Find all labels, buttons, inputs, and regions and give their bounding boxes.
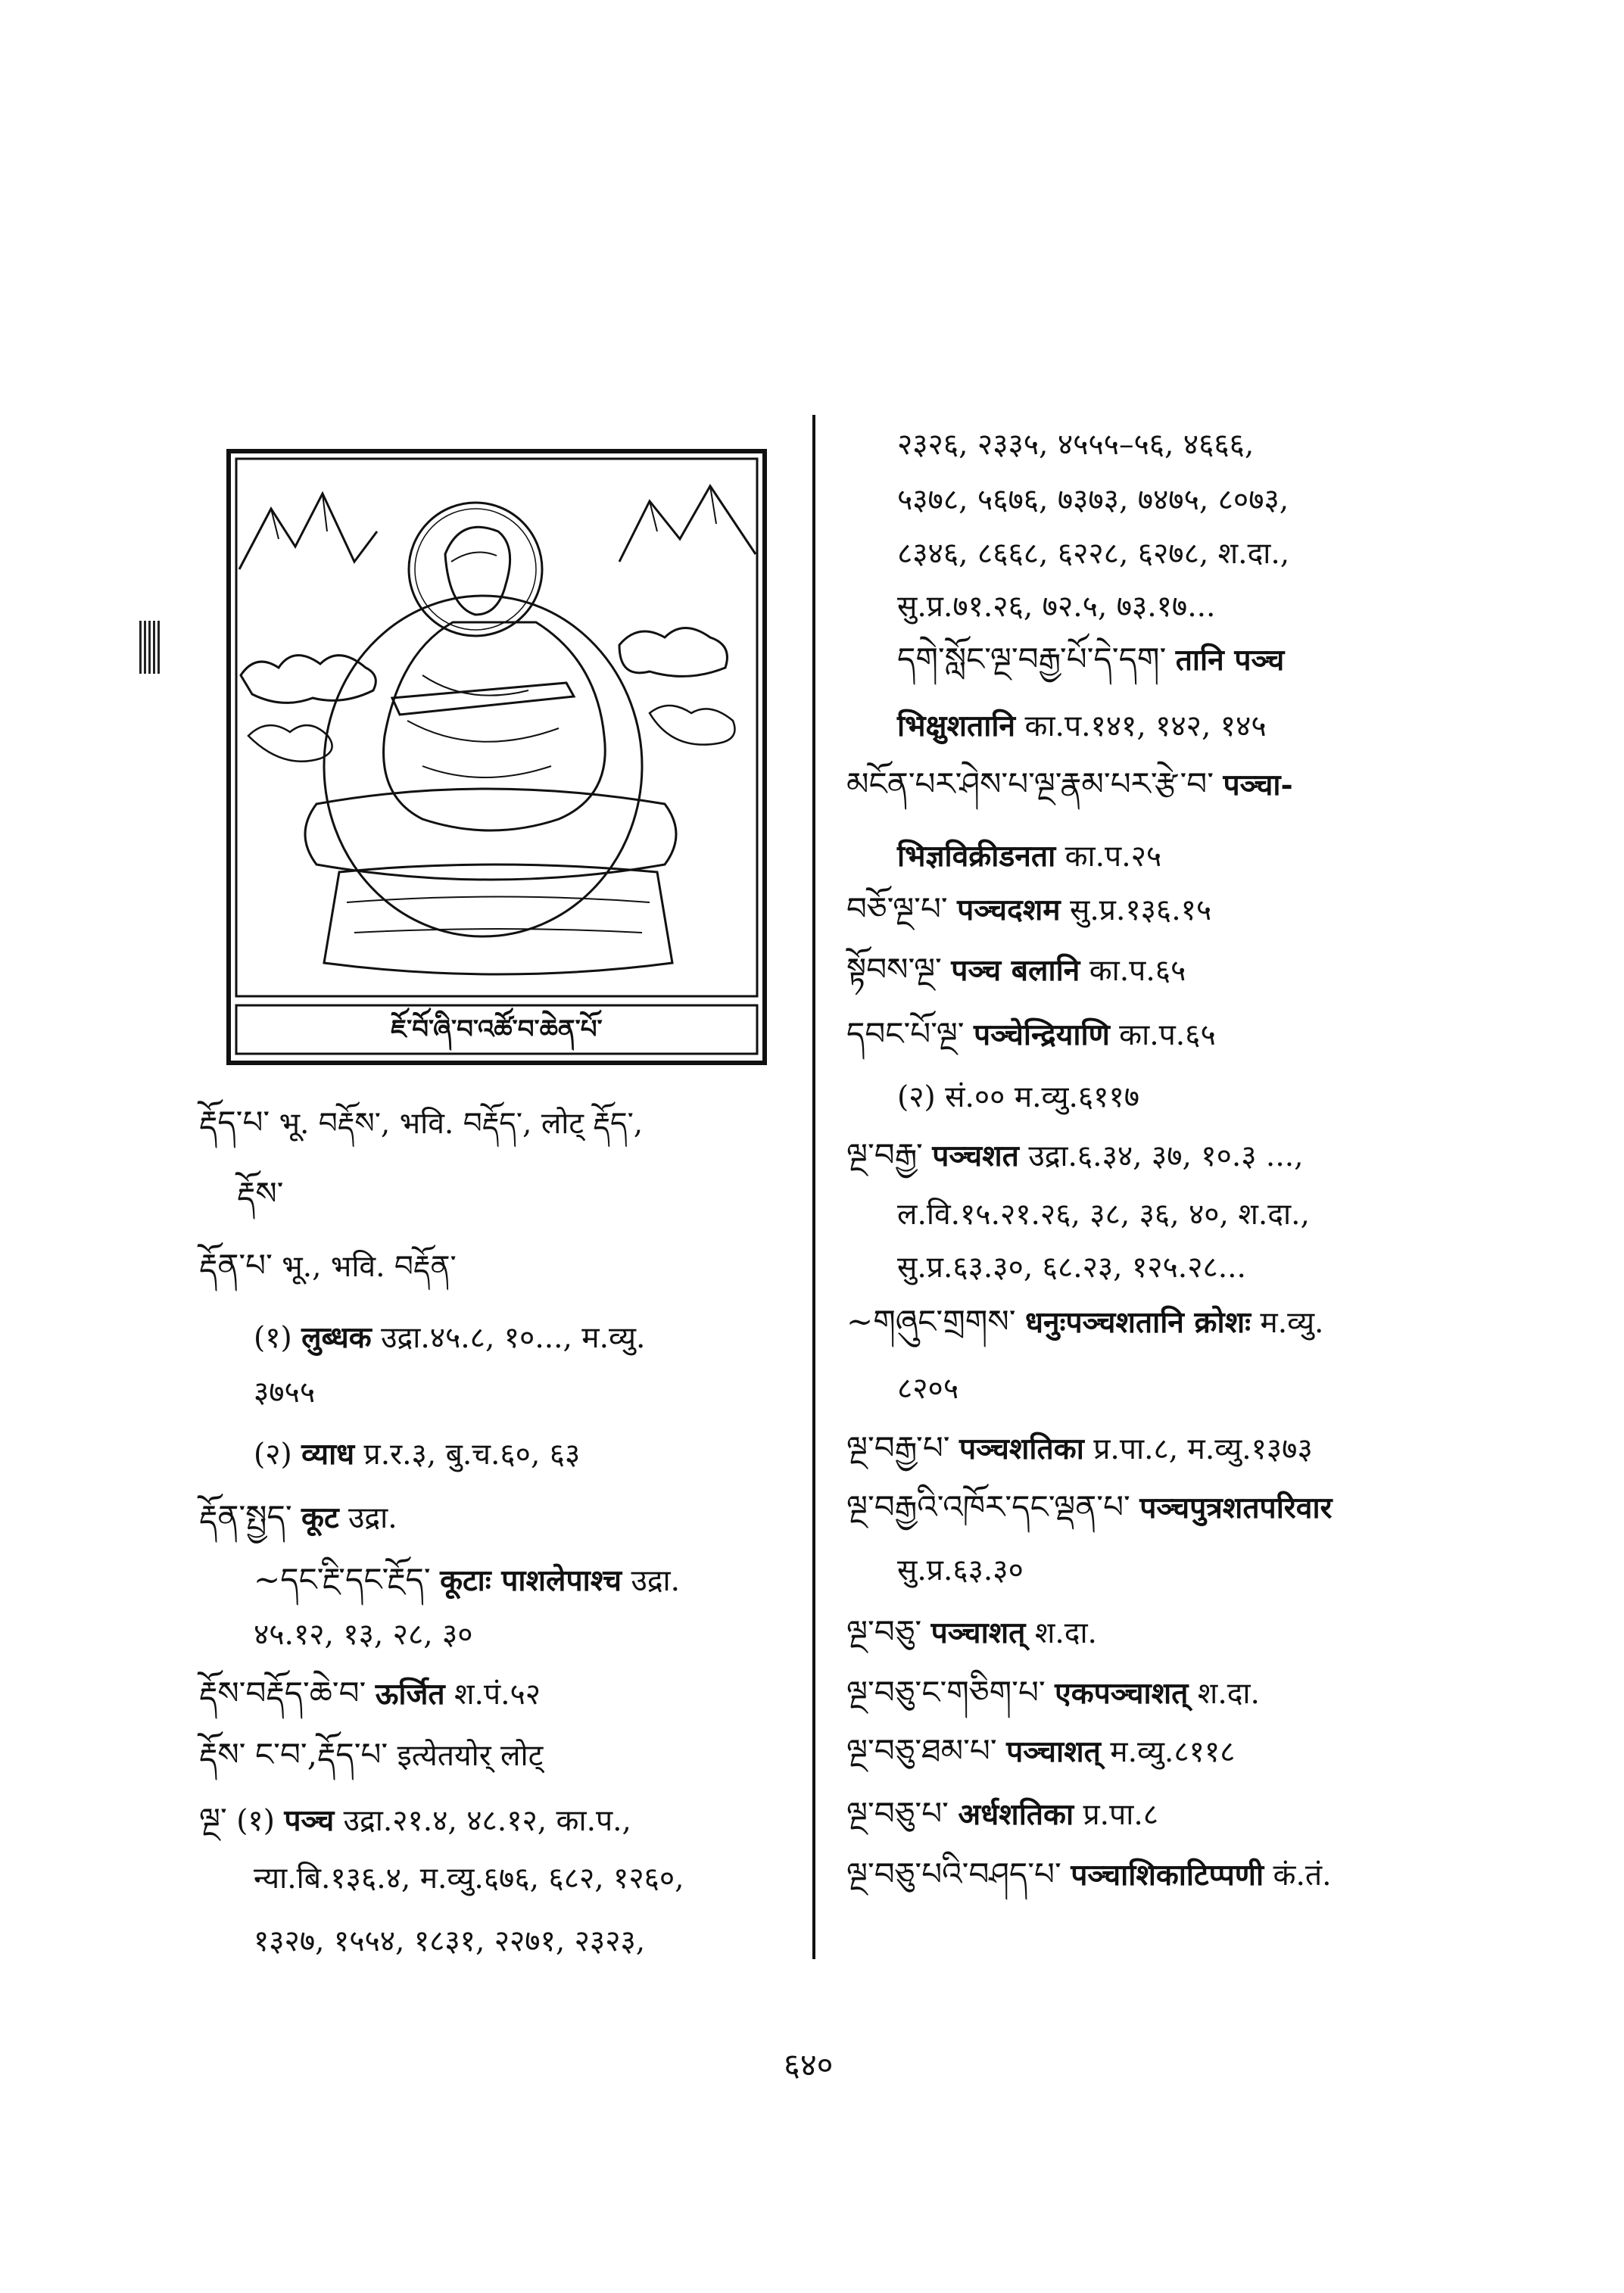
- entry-line: [199, 1675, 541, 1712]
- entry-line: [254, 1924, 646, 1958]
- sanskrit-equivalent: पञ्चाशत्: [1006, 1734, 1101, 1769]
- reference-text: ३७५५: [254, 1375, 316, 1410]
- reference-text: श.दा.: [1188, 1677, 1260, 1711]
- reference-text: [950, 1432, 959, 1466]
- entry-line: [897, 1198, 1310, 1232]
- sanskrit-equivalent: पञ्चाशत्: [930, 1615, 1026, 1650]
- sanskrit-equivalent: भिक्षुशतानि: [897, 709, 1016, 743]
- reference-text: [1166, 643, 1175, 678]
- tibetan-headword: ལྔ་བཅུ་པ་: [846, 1795, 949, 1832]
- reference-text: कं.तं.: [1264, 1858, 1332, 1893]
- entry-line: [846, 1303, 1324, 1340]
- reference-text: (१): [254, 1321, 302, 1355]
- tibetan-headword: ལྔ་བཅུ་ང་གཅིག་པ་: [846, 1674, 1046, 1711]
- reference-text: म.व्यु.: [1250, 1306, 1324, 1340]
- entry-line: [846, 1732, 1236, 1769]
- reference-text: [1130, 1491, 1139, 1525]
- sanskrit-equivalent: भिज्ञविक्रीडनता: [897, 839, 1056, 874]
- sanskrit-equivalent: पञ्चदशम: [957, 893, 1061, 927]
- sanskrit-equivalent: पञ्च: [284, 1803, 335, 1838]
- margin-tick-marks: [139, 621, 161, 674]
- reference-text: [1214, 768, 1223, 802]
- reference-text: श.पं.५२: [444, 1678, 541, 1712]
- entry-line: [846, 1488, 1333, 1525]
- monk-woodcut-illustration: [226, 448, 768, 1066]
- tibetan-headword: ལྔ་བརྒྱའི་འཁོར་དང་ལྡན་པ་: [846, 1488, 1130, 1525]
- entry-line: [199, 1104, 644, 1141]
- reference-text: उद्रा.२१.४, ४८.१२, का.प.,: [334, 1804, 631, 1838]
- entry-line: [846, 1795, 1159, 1832]
- entry-line: [846, 765, 1293, 802]
- reference-text: [942, 954, 951, 988]
- reference-text: का.प.२५: [1055, 840, 1162, 874]
- entry-line: [897, 1080, 1140, 1114]
- tibetan-headword: ~དང་རྔི་དང་རྔོད་: [254, 1561, 431, 1598]
- reference-text: [949, 1798, 958, 1832]
- reference-text: [431, 1564, 440, 1598]
- reference-text: प्र.पा.८: [1074, 1798, 1159, 1832]
- sanskrit-equivalent: कूटाः पाशलेपाश्च: [440, 1563, 622, 1598]
- sanskrit-equivalent: कूट: [301, 1500, 339, 1535]
- reference-text: का.प.६५: [1080, 954, 1186, 988]
- tibetan-headword: ལྔ་བཅུ་ཐམ་པ་: [846, 1732, 997, 1769]
- reference-text: न्या.बि.१३६.४, म.व्यु.६७६, ६८२, १२६०,: [254, 1862, 684, 1896]
- reference-text: प्र.र.३, बु.च.६०, ६३: [354, 1438, 581, 1472]
- reference-text: [1016, 1306, 1025, 1340]
- reference-text: [1046, 1677, 1055, 1711]
- reference-text: इत्येतयोर् लोट्: [388, 1739, 544, 1773]
- column-divider: [812, 415, 815, 1959]
- entry-line: [846, 951, 1186, 988]
- entry-line: [897, 640, 1285, 678]
- tibetan-headword: ~གཞུང་གྲགས་: [846, 1303, 1016, 1340]
- entry-line: [254, 1320, 646, 1355]
- entry-line: [897, 539, 1289, 569]
- reference-text: [292, 1501, 301, 1535]
- reference-text: [246, 1739, 255, 1773]
- reference-text: उद्रा.: [338, 1501, 397, 1535]
- reference-text: (१): [226, 1804, 285, 1838]
- entry-line: [254, 1375, 316, 1410]
- tibetan-headword: རྡོན་སྤྱད་: [199, 1498, 292, 1535]
- reference-text: उद्रा.४५.८, १०..., म.व्यु.: [371, 1321, 646, 1355]
- entry-line: [846, 1613, 1097, 1650]
- reference-text: [1061, 1858, 1071, 1893]
- page-number: ६४०: [784, 2046, 834, 2083]
- reference-text: उद्रा.: [622, 1564, 681, 1598]
- sanskrit-equivalent: पञ्चपुत्रशतपरिवार: [1139, 1491, 1333, 1525]
- reference-text: सु.प्र.६३.३०, ६८.२३, १२५.२८...: [897, 1251, 1246, 1285]
- tibetan-headword: རྡོས་: [237, 1175, 284, 1212]
- reference-text: [965, 1018, 974, 1052]
- entry-line: [897, 592, 1215, 622]
- tibetan-headword: ང་བ་,རྡོད་པ་: [254, 1736, 388, 1773]
- tibetan-headword: རྡོས་: [199, 1736, 246, 1773]
- entry-line: [897, 1374, 959, 1404]
- entry-line: [199, 1736, 544, 1773]
- reference-text: [948, 893, 957, 927]
- tibetan-headword: ལྔ་བརྒྱ་པ་: [846, 1429, 950, 1466]
- reference-text: २३२६, २३३५, ४५५५–५६, ४६६६,: [897, 428, 1255, 462]
- reference-text: (२) सं.०० म.व्यु.६११७: [897, 1080, 1140, 1114]
- reference-text: सु.प्र.७१.२६, ७२.५, ७३.१७...: [897, 590, 1216, 624]
- reference-text: ८३४६, ८६६८, ६२२८, ६२७८, श.दा.,: [897, 537, 1290, 571]
- entry-line: [846, 1429, 1313, 1466]
- sanskrit-equivalent: तानि पञ्च: [1175, 643, 1285, 678]
- sanskrit-equivalent: व्याध: [301, 1437, 355, 1472]
- tibetan-headword: ལྔ་: [199, 1801, 227, 1838]
- reference-text: प्र.पा.८, म.व्यु.१३७३: [1083, 1432, 1313, 1466]
- reference-text: भू., भवि. བརྡོན་: [272, 1250, 457, 1284]
- tibetan-headword: ལྔ་བརྒྱ་: [846, 1136, 923, 1173]
- reference-text: का.प.१४१, १४२, १४५: [1015, 709, 1267, 743]
- entry-line: [199, 1247, 457, 1284]
- sanskrit-equivalent: लुब्धक: [301, 1320, 372, 1355]
- reference-text: ल.वि.१५.२१.२६, ३८, ३६, ४०, श.दा.,: [897, 1198, 1310, 1232]
- entry-line: [254, 1437, 581, 1472]
- sanskrit-equivalent: पञ्च बलानि: [951, 953, 1080, 988]
- illustration-figure: [226, 448, 768, 1066]
- reference-text: [923, 1139, 932, 1173]
- entry-line: [199, 1498, 397, 1535]
- entry-line: [846, 1674, 1260, 1711]
- reference-text: (२): [254, 1438, 302, 1472]
- reference-text: का.प.६५: [1109, 1018, 1216, 1052]
- sanskrit-equivalent: धनुःपञ्चशतानि क्रोशः: [1024, 1305, 1251, 1340]
- tibetan-headword: རྡོས་བརྡོད་ཆེ་བ་: [199, 1675, 366, 1712]
- sanskrit-equivalent: पञ्चशतिका: [959, 1432, 1084, 1466]
- reference-text: [366, 1678, 375, 1712]
- reference-text: ४५.१२, १३, २८, ३०: [254, 1618, 473, 1652]
- entry-line: [254, 1561, 681, 1598]
- entry-line: [897, 485, 1289, 515]
- reference-text: सु.प्र.६३.३०: [897, 1553, 1024, 1587]
- figure-caption: ཇོ་བོ་ཞི་བ་འཚོ་བ་ཆེན་པོ་: [391, 1014, 603, 1045]
- tibetan-headword: ལྔ་བཅུ་པའི་བཤད་པ་: [846, 1855, 1061, 1893]
- sanskrit-equivalent: पञ्चशत: [932, 1139, 1019, 1173]
- sanskrit-equivalent: पञ्चेन्द्रियाणि: [973, 1017, 1110, 1052]
- reference-text: उद्रा.६.३४, ३७, १०.३ ...,: [1018, 1139, 1304, 1173]
- entry-line: [237, 1175, 284, 1212]
- sanskrit-equivalent: पञ्चा-: [1223, 768, 1293, 802]
- reference-text: [921, 1616, 930, 1650]
- sanskrit-equivalent: अर्धशतिका: [958, 1797, 1074, 1832]
- reference-text: भू. བརྡོས་, भवि. བརྡོད་, लोट् རྡོད་,: [270, 1107, 644, 1141]
- reference-text: सु.प्र.१३६.१५: [1060, 893, 1212, 927]
- reference-text: ५३७८, ५६७६, ७३७३, ७४७५, ८०७३,: [897, 483, 1289, 517]
- entry-line: [897, 1251, 1246, 1285]
- tibetan-headword: རྡོན་པ་: [199, 1247, 273, 1284]
- entry-line: [846, 1136, 1304, 1173]
- tibetan-headword: རྡོད་པ་: [199, 1104, 270, 1141]
- tibetan-headword: བཅོ་ལྔ་པ་: [846, 890, 948, 927]
- reference-text: १३२७, १५५४, १८३१, २२७१, २३२३,: [254, 1924, 646, 1958]
- entry-line: [897, 839, 1162, 874]
- reference-text: ८२०५: [897, 1372, 959, 1406]
- reference-text: [997, 1735, 1006, 1769]
- sanskrit-equivalent: पञ्चाशिकाटिप्पणी: [1071, 1858, 1264, 1893]
- tibetan-headword: ལྔ་བཅུ་: [846, 1613, 922, 1650]
- entry-line: [897, 430, 1254, 460]
- reference-text: म.व्यु.८११८: [1100, 1735, 1236, 1769]
- entry-line: [897, 1553, 1024, 1587]
- reference-text: श.दा.: [1025, 1616, 1097, 1650]
- tibetan-headword: དགེ་སློང་ལྔ་བརྒྱ་པོ་དེ་དག་: [897, 640, 1167, 678]
- entry-line: [897, 709, 1267, 743]
- entry-line: [846, 890, 1212, 927]
- sanskrit-equivalent: ऊर्जित: [375, 1677, 445, 1712]
- entry-line: [199, 1801, 631, 1838]
- entry-line: [254, 1620, 473, 1650]
- tibetan-headword: སྟོབས་ལྔ་: [846, 951, 942, 988]
- entry-line: [254, 1862, 684, 1896]
- entry-line: [846, 1855, 1332, 1893]
- tibetan-headword: མངོན་པར་ཤེས་པ་ལྔ་རྣམ་པར་རྩེ་བ་: [846, 765, 1214, 802]
- sanskrit-equivalent: एकपञ्चाशत्: [1055, 1676, 1189, 1711]
- tibetan-headword: དབང་པོ་ལྔ་: [846, 1015, 965, 1052]
- entry-line: [846, 1015, 1216, 1052]
